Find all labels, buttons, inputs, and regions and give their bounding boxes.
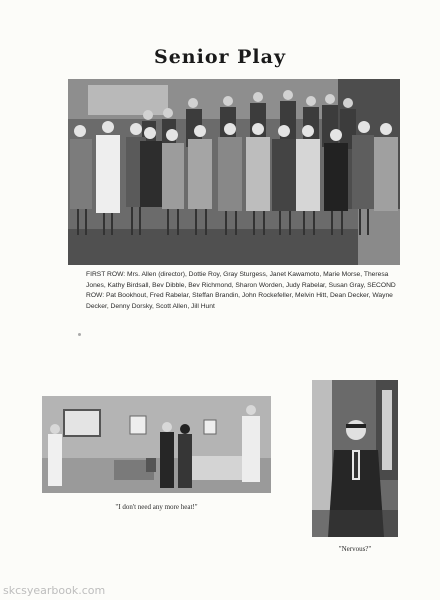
- stage-photo-caption: "I don't need any more heat!": [115, 503, 198, 511]
- nervous-portrait-image: [312, 380, 398, 537]
- stage-scene-image: [42, 396, 271, 493]
- group-photo-caption: FIRST ROW: Mrs. Allen (director), Dottie Roy, Gray Sturgess, Janet Kawamoto, Marie Morse, Theresa Jones, Kathy Birdsall, Bev Dibble, Bev Richmond, Sharon Worden, Judy Rabelar, Susan Gray, SECOND ROW: Pat Bookhout, Fred Rabelar, Steffan Brandin, John Rockefeller, Melvin Hitt, Dean Decker, Wayne Decker, Denny Dorsky, Scott Allen, Jill Hunt: [86, 271, 396, 310]
- print-speck: [78, 333, 81, 336]
- nervous-photo-caption: "Nervous?": [338, 545, 372, 553]
- page-title: Senior Play: [154, 46, 286, 68]
- nervous-portrait-photo: [312, 380, 398, 537]
- group-photo: [68, 79, 400, 265]
- stage-scene-photo: [42, 396, 271, 493]
- group-photo-image: [68, 79, 400, 265]
- watermark: skcsyearbook.com: [3, 584, 106, 597]
